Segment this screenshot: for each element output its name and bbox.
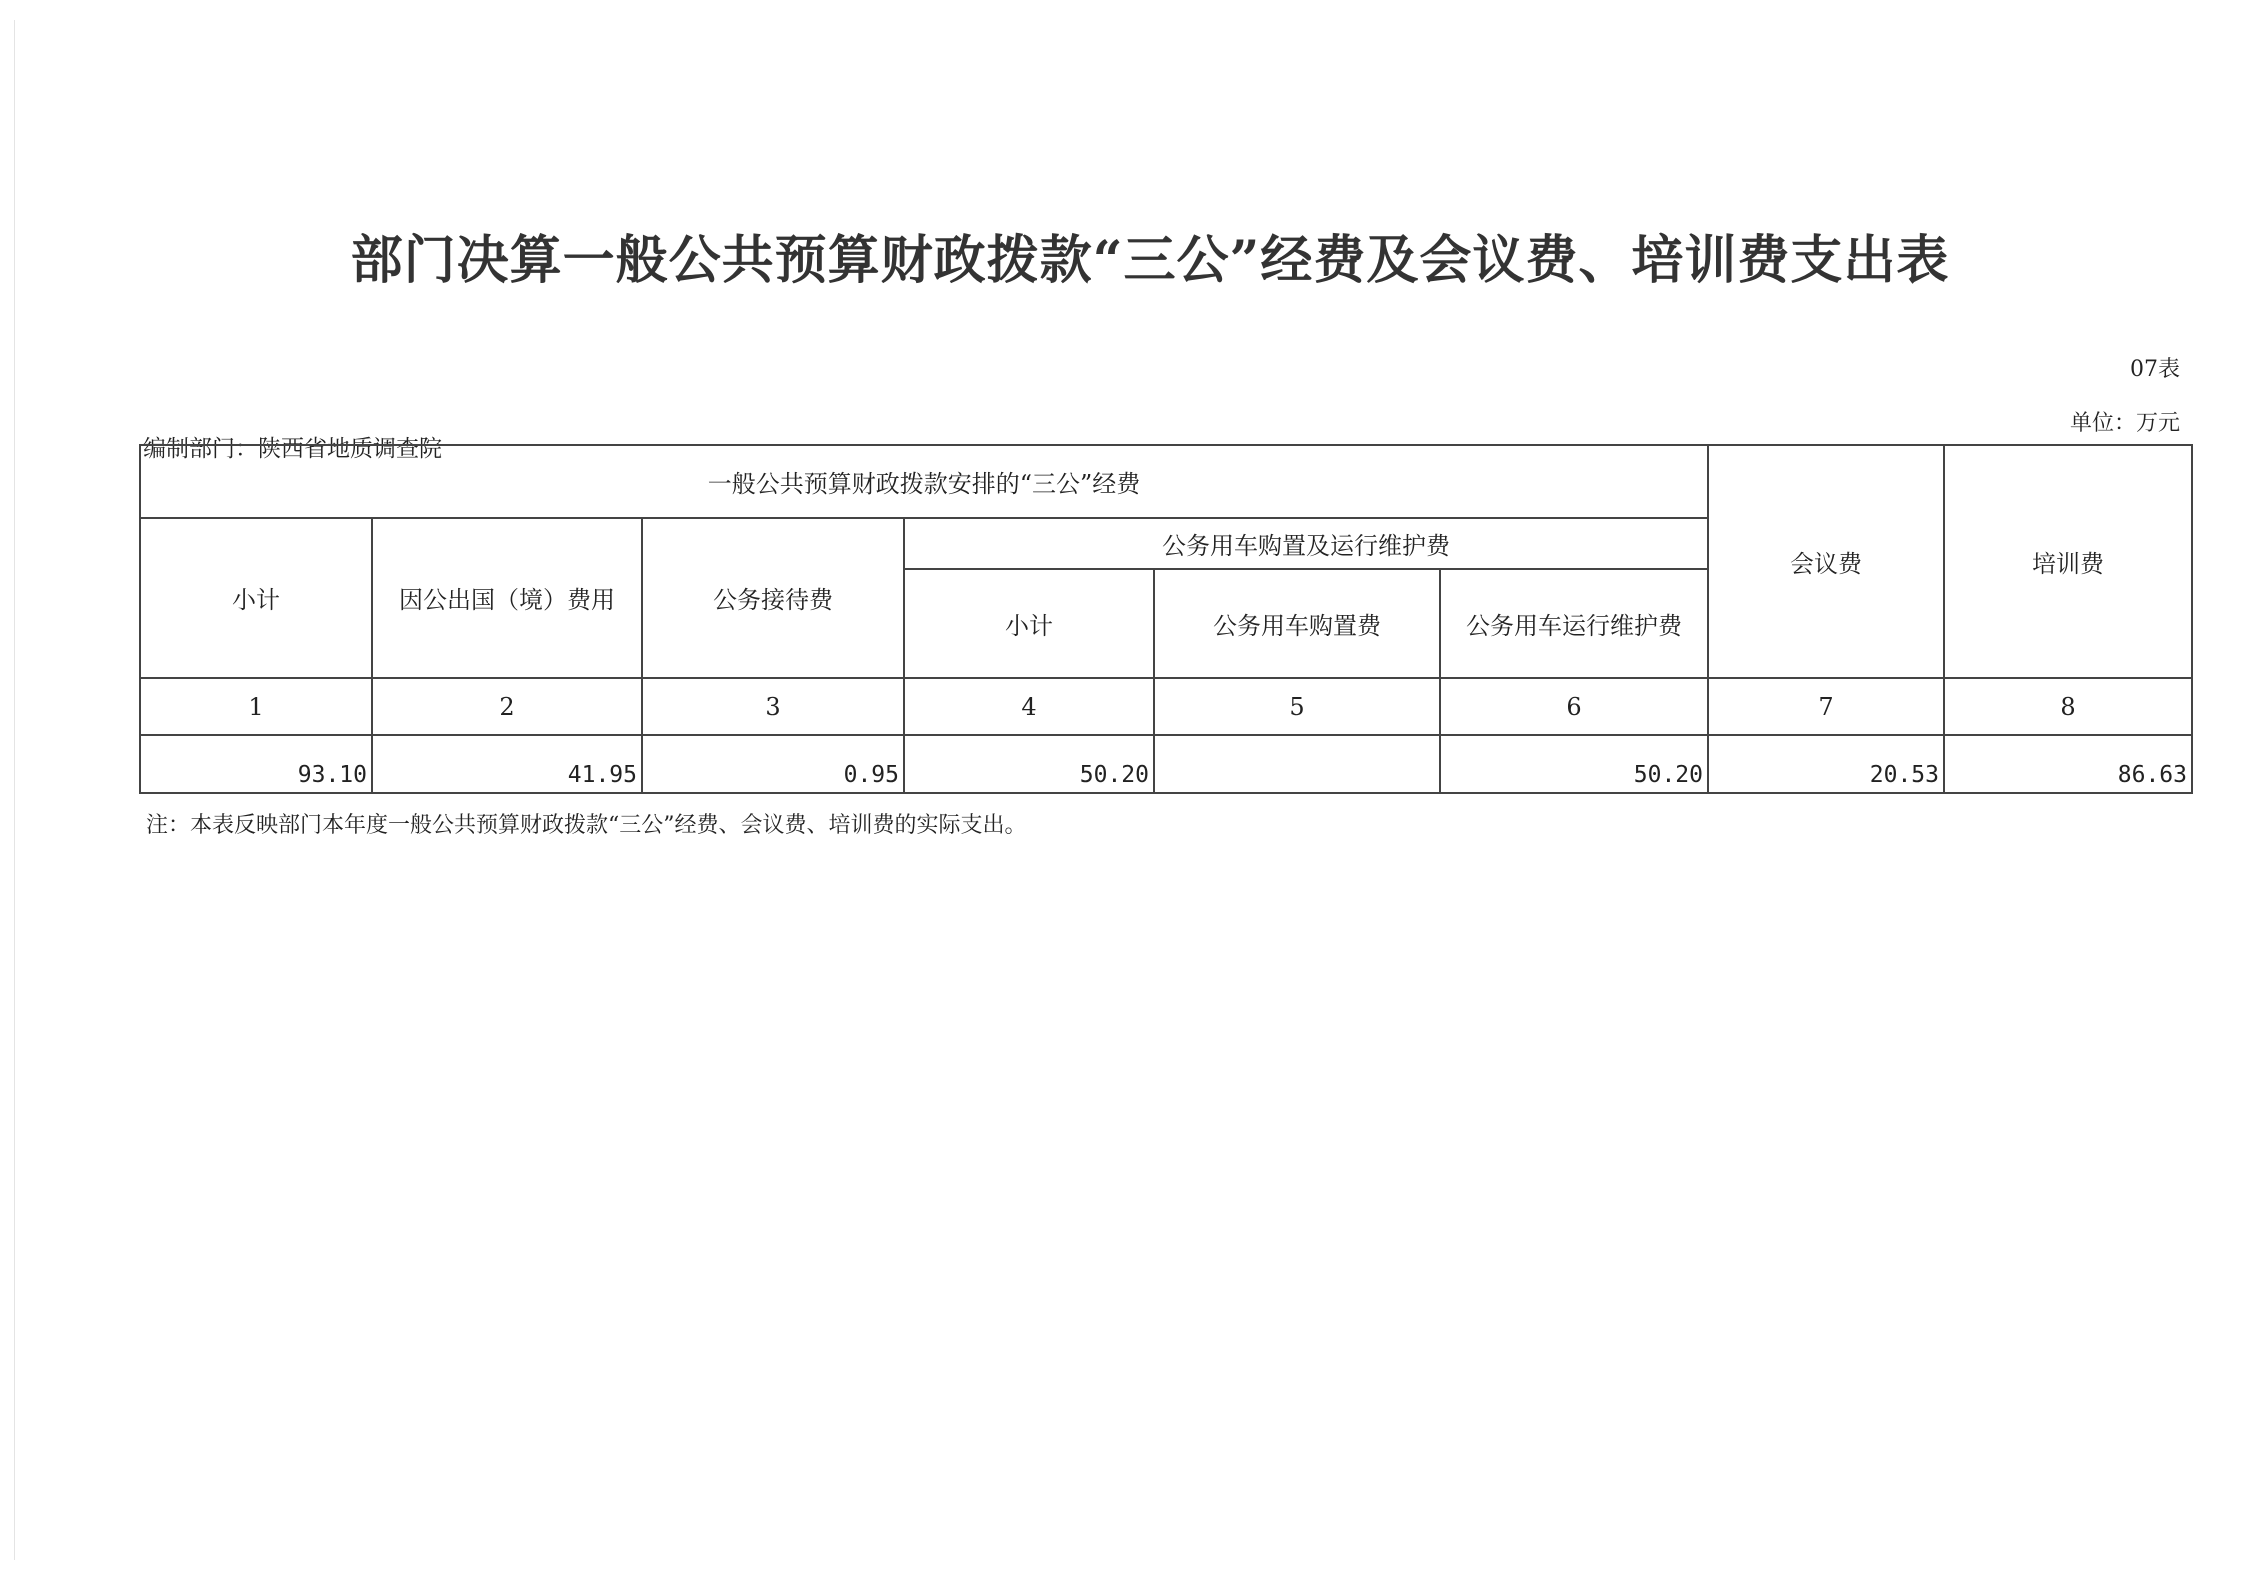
- vehicle-group-header: 公务用车购置及运行维护费: [904, 518, 1708, 569]
- value-vehicle-subtotal: 50.20: [904, 735, 1154, 793]
- col-number: 4: [904, 678, 1154, 736]
- header-vehicle-purchase: 公务用车购置费: [1154, 569, 1440, 678]
- col-number: 2: [372, 678, 642, 736]
- header-vehicle-subtotal: 小计: [904, 569, 1154, 678]
- value-abroad: 41.95: [372, 735, 642, 793]
- value-vehicle-operation: 50.20: [1440, 735, 1708, 793]
- value-subtotal: 93.10: [140, 735, 372, 793]
- col-number: 3: [642, 678, 904, 736]
- header-meeting: 会议费: [1708, 445, 1944, 678]
- header-training: 培训费: [1944, 445, 2192, 678]
- value-vehicle-purchase: [1154, 735, 1440, 793]
- col-number: 7: [1708, 678, 1944, 736]
- value-meeting: 20.53: [1708, 735, 1944, 793]
- three-public-group-header: 一般公共预算财政拨款安排的“三公”经费: [140, 445, 1708, 518]
- form-number: 07表: [2130, 357, 2180, 382]
- department-label: 编制部门：陕西省地质调查院: [143, 436, 442, 462]
- header-reception: 公务接待费: [642, 518, 904, 678]
- unit-label: 单位：万元: [2069, 411, 2180, 436]
- header-vehicle-operation: 公务用车运行维护费: [1440, 569, 1708, 678]
- value-reception: 0.95: [642, 735, 904, 793]
- page-edge: [14, 20, 15, 1560]
- expense-table: [139, 444, 2193, 794]
- header-abroad: 因公出国（境）费用: [372, 518, 642, 678]
- page-title: 部门决算一般公共预算财政拨款“三公”经费及会议费、培训费支出表: [350, 230, 1950, 291]
- col-number: 6: [1440, 678, 1708, 736]
- col-number: 1: [140, 678, 372, 736]
- header-subtotal: 小计: [140, 518, 372, 678]
- value-training: 86.63: [1944, 735, 2192, 793]
- col-number: 8: [1944, 678, 2192, 736]
- col-number: 5: [1154, 678, 1440, 736]
- footnote: 注：本表反映部门本年度一般公共预算财政拨款“三公”经费、会议费、培训费的实际支出。: [146, 813, 1027, 838]
